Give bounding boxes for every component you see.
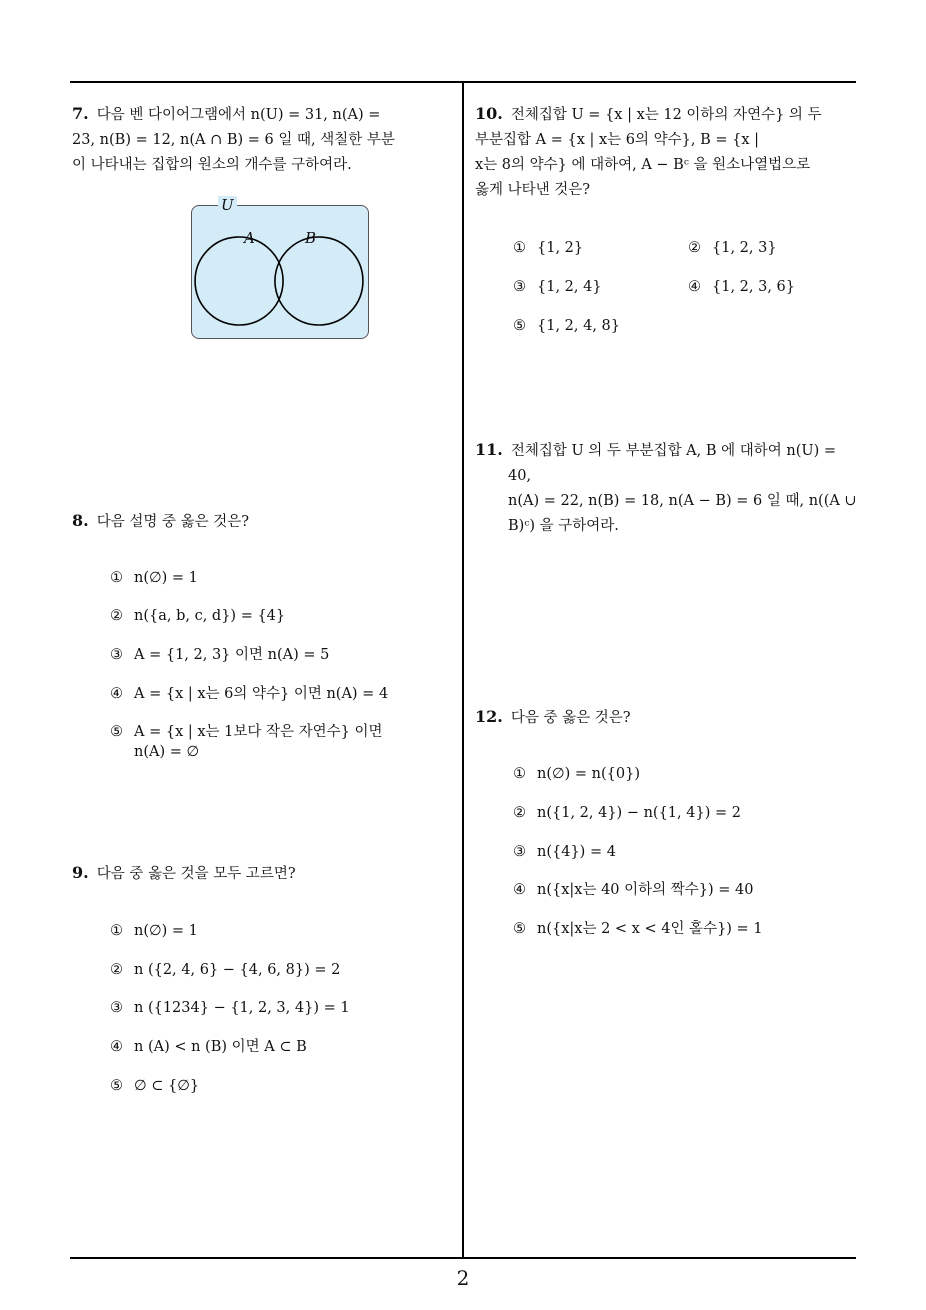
q10-choice-2[interactable]: ② {1, 2, 3} — [688, 240, 777, 256]
question-12 — [475, 704, 631, 731]
question-number: 11. — [475, 440, 503, 459]
question-7-line3: 이 나타내는 집합의 원소의 개수를 구하여라. — [72, 157, 352, 173]
question-8 — [72, 508, 249, 535]
q10-choice-4[interactable]: ④ {1, 2, 3, 6} — [688, 279, 796, 295]
column-divider — [462, 82, 464, 1258]
venn-diagram — [191, 196, 369, 339]
question-11-line1: 11. 전체집합 U 의 두 부분집합 A, B 에 대하여 n(U) = — [475, 440, 837, 459]
q12-choice-3[interactable]: ③ n({4}) = 4 — [513, 844, 616, 860]
question-stem: 다음 중 옳은 것을 모두 고르면? — [96, 866, 296, 882]
q12-choice-5[interactable]: ⑤ n({x|x는 2 < x < 4인 홀수}) = 1 — [513, 921, 763, 937]
q9-choice-3[interactable]: ③ n ({1234} − {1, 2, 3, 4}) = 1 — [110, 1000, 350, 1016]
bottom-rule — [70, 1257, 856, 1259]
question-10-line2: 부분집합 A = {x | x는 6의 약수}, B = {x | — [475, 132, 759, 148]
q12-choice-2[interactable]: ② n({1, 2, 4}) − n({1, 4}) = 2 — [513, 805, 741, 821]
q10-choice-3[interactable]: ③ {1, 2, 4} — [513, 279, 602, 295]
question-9 — [72, 860, 296, 887]
question-7 — [72, 101, 456, 178]
set-b-circle — [291, 237, 363, 325]
question-10 — [475, 101, 859, 203]
question-10-line1: 10. 전체집합 U = {x | x는 12 이하의 자연수} 의 두 — [475, 104, 822, 123]
q9-choice-2[interactable]: ② n ({2, 4, 6} − {4, 6, 8}) = 2 — [110, 962, 341, 978]
q8-choice-5[interactable]: ⑤ A = {x | x는 1보다 작은 자연수} 이면 n(A) = ∅ — [110, 724, 383, 760]
q10-choice-5[interactable]: ⑤ {1, 2, 4, 8} — [513, 318, 621, 334]
q8-choice-2[interactable]: ② n({a, b, c, d}) = {4} — [110, 608, 286, 624]
question-11-line2: 40, — [508, 468, 532, 484]
question-7-line1: 7. 다음 벤 다이어그램에서 n(U) = 31, n(A) = — [72, 104, 381, 123]
question-number: 10. — [475, 104, 503, 123]
q10-choice-1[interactable]: ① {1, 2} — [513, 240, 584, 256]
q9-choice-5[interactable]: ⑤ ∅ ⊂ {∅} — [110, 1078, 200, 1094]
set-a-circle — [195, 237, 267, 325]
q8-choice-4[interactable]: ④ A = {x | x는 6의 약수} 이면 n(A) = 4 — [110, 686, 389, 702]
question-stem: 다음 중 옳은 것은? — [510, 710, 631, 726]
q12-choice-4[interactable]: ④ n({x|x는 40 이하의 짝수}) = 40 — [513, 882, 754, 898]
q9-choice-1[interactable]: ① n(∅) = 1 — [110, 923, 198, 939]
q12-choice-1[interactable]: ① n(∅) = n({0}) — [513, 766, 640, 782]
question-number: 8. — [72, 511, 89, 530]
q9-choice-4[interactable]: ④ n (A) < n (B) 이면 A ⊂ B — [110, 1039, 307, 1055]
q8-choice-3[interactable]: ③ A = {1, 2, 3} 이면 n(A) = 5 — [110, 647, 330, 663]
question-stem: 다음 설명 중 옳은 것은? — [96, 514, 249, 530]
question-11-line3: n(A) = 22, n(B) = 18, n(A − B) = 6 일 때, n((A ∪ — [508, 493, 857, 509]
set-b-label: B — [305, 229, 317, 247]
question-10-line4: 옳게 나타낸 것은? — [475, 182, 591, 198]
question-number: 9. — [72, 863, 89, 882]
question-11-line4: B)ᶜ) 을 구하여라. — [508, 518, 619, 534]
question-7-line2: 23, n(B) = 12, n(A ∩ B) = 6 일 때, 색칠한 부분 — [72, 132, 395, 148]
venn-circles — [191, 205, 369, 339]
question-number: 12. — [475, 707, 503, 726]
universe-label: U — [218, 196, 237, 214]
question-10-line3: x는 8의 약수} 에 대하여, A − Bᶜ 을 원소나열법으로 — [475, 157, 811, 173]
q8-choice-1[interactable]: ① n(∅) = 1 — [110, 570, 198, 586]
question-number: 7. — [72, 104, 89, 123]
page-number: 2 — [456, 1266, 470, 1290]
question-11 — [475, 437, 859, 539]
set-a-label: A — [244, 229, 255, 247]
